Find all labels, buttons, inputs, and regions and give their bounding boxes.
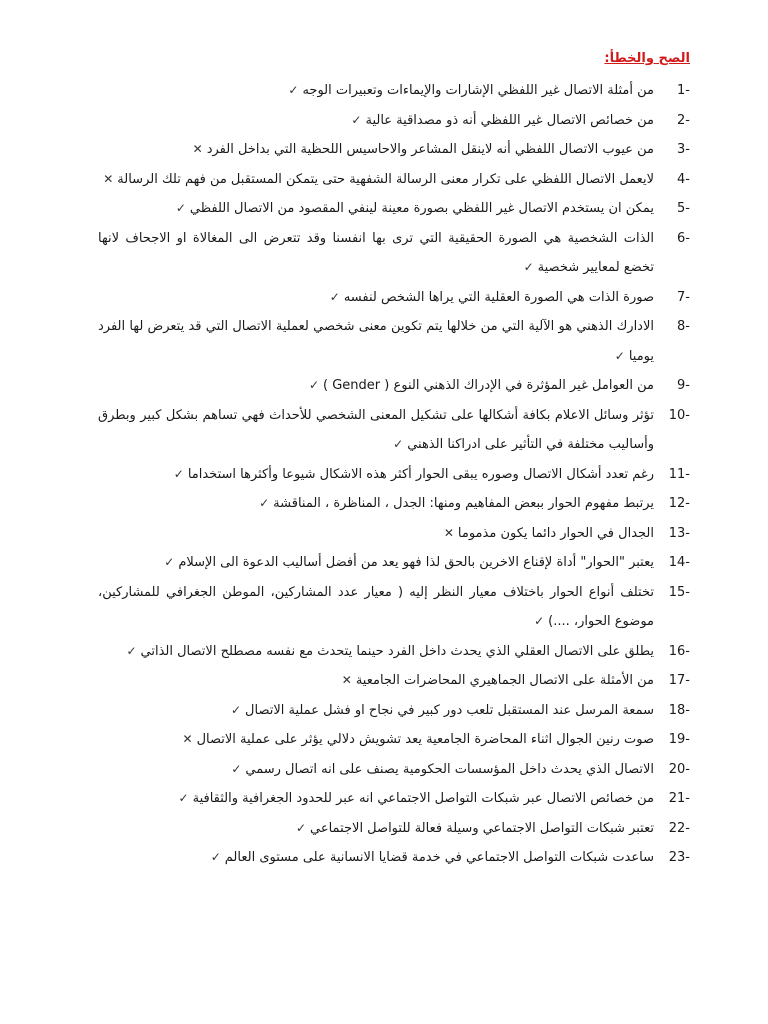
item-number: 23- bbox=[668, 850, 690, 865]
item-text: من أمثلة الاتصال غير اللفظي الإشارات والإيماءات وتعبيرات الوجه bbox=[302, 83, 654, 98]
cross-icon: ✕ bbox=[182, 732, 193, 746]
list-item bbox=[98, 460, 690, 490]
list-item bbox=[98, 371, 690, 401]
item-text: يعتبر "الحوار" أداة لإقناع الاخرين بالحق لذا فهو يعد من أفضل أساليب الدعوة الى الإسلام bbox=[178, 555, 654, 570]
check-icon: ✓ bbox=[231, 761, 242, 776]
item-number: 18- bbox=[668, 702, 690, 718]
item-number: 4- bbox=[677, 171, 690, 187]
item-text: لايعمل الاتصال اللفظي على تكرار معنى الرسالة الشفهية حتى يتمكن المستقبل من فهم تلك الرسالة bbox=[117, 171, 654, 187]
item-number: 13- bbox=[668, 525, 690, 541]
check-icon: ✓ bbox=[259, 496, 270, 510]
list-item bbox=[98, 666, 690, 696]
item-statement bbox=[98, 194, 654, 224]
item-statement bbox=[98, 165, 654, 195]
item-statement bbox=[98, 489, 654, 519]
item-statement bbox=[98, 401, 654, 460]
cross-icon: ✕ bbox=[103, 171, 114, 186]
item-text: تعتبر شبكات التواصل الاجتماعي وسيلة فعالة للتواصل الاجتماعي bbox=[310, 820, 654, 836]
item-statement bbox=[98, 666, 654, 696]
check-icon: ✓ bbox=[329, 289, 340, 304]
list-item bbox=[98, 135, 690, 165]
list-item bbox=[98, 165, 690, 195]
item-number: 9- bbox=[677, 378, 690, 393]
check-icon: ✓ bbox=[614, 348, 625, 363]
item-statement bbox=[98, 519, 654, 549]
item-number: 21- bbox=[668, 791, 690, 806]
item-statement bbox=[98, 224, 654, 283]
section-title: الصح والخطأ: bbox=[604, 51, 690, 66]
item-text: يطلق على الاتصال العقلي الذي يحدث داخل الفرد حينما يتحدث مع نفسه مصطلح الاتصال الذاتي bbox=[140, 643, 654, 659]
list-item bbox=[98, 696, 690, 726]
item-text: يرتبط مفهوم الحوار ببعض المفاهيم ومنها: الجدل ، المناظرة ، المناقشة bbox=[273, 496, 654, 511]
check-icon: ✓ bbox=[295, 820, 306, 835]
list-item bbox=[98, 578, 690, 637]
item-statement bbox=[98, 843, 654, 873]
item-text: من العوامل غير المؤثرة في الإدراك الذهني النوع ( Gender ) bbox=[323, 378, 654, 393]
check-icon: ✓ bbox=[351, 112, 362, 127]
item-text: من خصائص الاتصال غير اللفظي أنه ذو مصداقية عالية bbox=[365, 112, 654, 128]
item-text: الادارك الذهني هو الآلية التي من خلالها يتم تكوين معنى شخصي لعملية الاتصال التي قد يتعرض لها الفرد يوميا bbox=[98, 319, 654, 364]
list-item bbox=[98, 224, 690, 283]
item-text: يمكن ان يستخدم الاتصال غير اللفظي بصورة معينة لينفي المقصود من الاتصال اللفظي bbox=[189, 201, 654, 216]
item-statement bbox=[98, 135, 654, 165]
item-statement bbox=[98, 784, 654, 814]
list-item bbox=[98, 755, 690, 785]
list-item bbox=[98, 843, 690, 873]
list-item bbox=[98, 519, 690, 549]
item-text: تؤثر وسائل الاعلام بكافة أشكالها على تشكيل المعنى الشخصي للأحداث فهي تساهم بشكل كبير وبطرق وأساليب مختلفة في التأثير على ادراكنا الذهني bbox=[98, 407, 654, 452]
item-text: صورة الذات هي الصورة العقلية التي يراها الشخص لنفسه bbox=[343, 289, 654, 305]
item-statement bbox=[98, 696, 654, 726]
true-false-list bbox=[98, 76, 690, 873]
item-statement bbox=[98, 106, 654, 136]
check-icon: ✓ bbox=[178, 791, 189, 805]
item-statement bbox=[98, 814, 654, 844]
item-number: 6- bbox=[677, 230, 690, 246]
item-statement bbox=[98, 312, 654, 371]
list-item bbox=[98, 637, 690, 667]
item-statement bbox=[98, 283, 654, 313]
list-item bbox=[98, 194, 690, 224]
item-number: 3- bbox=[677, 142, 690, 157]
item-statement bbox=[98, 76, 654, 106]
item-number: 20- bbox=[668, 761, 690, 777]
list-item bbox=[98, 312, 690, 371]
check-icon: ✓ bbox=[175, 201, 186, 215]
cross-icon: ✕ bbox=[443, 525, 454, 540]
item-statement bbox=[98, 637, 654, 667]
item-text: من الأمثلة على الاتصال الجماهيري المحاضرات الجامعية bbox=[355, 673, 654, 688]
check-icon: ✓ bbox=[308, 378, 320, 392]
list-item bbox=[98, 489, 690, 519]
item-number: 17- bbox=[668, 673, 690, 688]
item-number: 12- bbox=[668, 496, 690, 511]
check-icon: ✓ bbox=[126, 643, 137, 658]
item-statement bbox=[98, 578, 654, 637]
item-statement bbox=[98, 460, 654, 490]
item-number: 2- bbox=[677, 112, 690, 128]
item-statement bbox=[98, 755, 654, 785]
item-text: من عيوب الاتصال اللفظي أنه لاينقل المشاعر والاحاسيس اللحظية التي بداخل الفرد bbox=[206, 142, 654, 157]
list-item bbox=[98, 548, 690, 578]
item-text: الذات الشخصية هي الصورة الحقيقية التي ترى بها انفسنا وقد تتعرض الى المغالاة او الاجحاف لانها تخضع لمعايير شخصية bbox=[98, 230, 654, 275]
cross-icon: ✕ bbox=[192, 142, 203, 156]
item-statement bbox=[98, 548, 654, 578]
item-number: 7- bbox=[677, 289, 690, 305]
item-text: صوت رنين الجوال اثناء المحاضرة الجامعية يعد تشويش دلالي يؤثر على عملية الاتصال bbox=[196, 732, 654, 747]
item-number: 1- bbox=[677, 83, 690, 98]
item-text: تختلف أنواع الحوار باختلاف معيار النظر إليه ( معيار عدد المشاركين، الموطن الجغرافي للمشاركين، موضوع الحوار، ....) bbox=[98, 584, 654, 629]
list-item bbox=[98, 784, 690, 814]
item-statement bbox=[98, 725, 654, 755]
check-icon: ✓ bbox=[523, 260, 534, 274]
item-number: 15- bbox=[668, 584, 690, 600]
check-icon: ✓ bbox=[230, 702, 242, 717]
item-number: 19- bbox=[668, 732, 690, 747]
item-number: 14- bbox=[668, 555, 690, 570]
check-icon: ✓ bbox=[164, 555, 175, 569]
item-number: 16- bbox=[668, 643, 690, 659]
list-item bbox=[98, 283, 690, 313]
list-item bbox=[98, 814, 690, 844]
list-item bbox=[98, 401, 690, 460]
item-text: رغم تعدد أشكال الاتصال وصوره يبقى الحوار أكثر هذه الاشكال شيوعا وأكثرها استخداما bbox=[187, 466, 654, 482]
check-icon: ✓ bbox=[534, 614, 545, 628]
item-statement bbox=[98, 371, 654, 401]
item-number: 8- bbox=[677, 319, 690, 334]
list-item bbox=[98, 725, 690, 755]
item-text: ساعدت شبكات التواصل الاجتماعي في خدمة قضايا الانسانية على مستوى العالم bbox=[224, 850, 654, 865]
item-number: 10- bbox=[668, 407, 690, 423]
check-icon: ✓ bbox=[288, 83, 299, 97]
list-item bbox=[98, 106, 690, 136]
item-number: 5- bbox=[677, 201, 690, 216]
item-number: 11- bbox=[668, 466, 690, 482]
item-text: سمعة المرسل عند المستقبل تلعب دور كبير في نجاح او فشل عملية الاتصال bbox=[245, 702, 654, 718]
item-text: من خصائص الاتصال عبر شبكات التواصل الاجتماعي انه عبر للحدود الجغرافية والثقافية bbox=[192, 791, 654, 806]
item-text: الجدال في الحوار دائما يكون مذموما bbox=[457, 525, 654, 541]
check-icon: ✓ bbox=[393, 437, 404, 451]
item-text: الاتصال الذي يحدث داخل المؤسسات الحكومية يصنف على انه اتصال رسمي bbox=[245, 761, 654, 777]
check-icon: ✓ bbox=[173, 466, 184, 481]
list-item bbox=[98, 76, 690, 106]
check-icon: ✓ bbox=[210, 850, 221, 864]
item-number: 22- bbox=[668, 820, 690, 836]
cross-icon: ✕ bbox=[341, 673, 352, 687]
